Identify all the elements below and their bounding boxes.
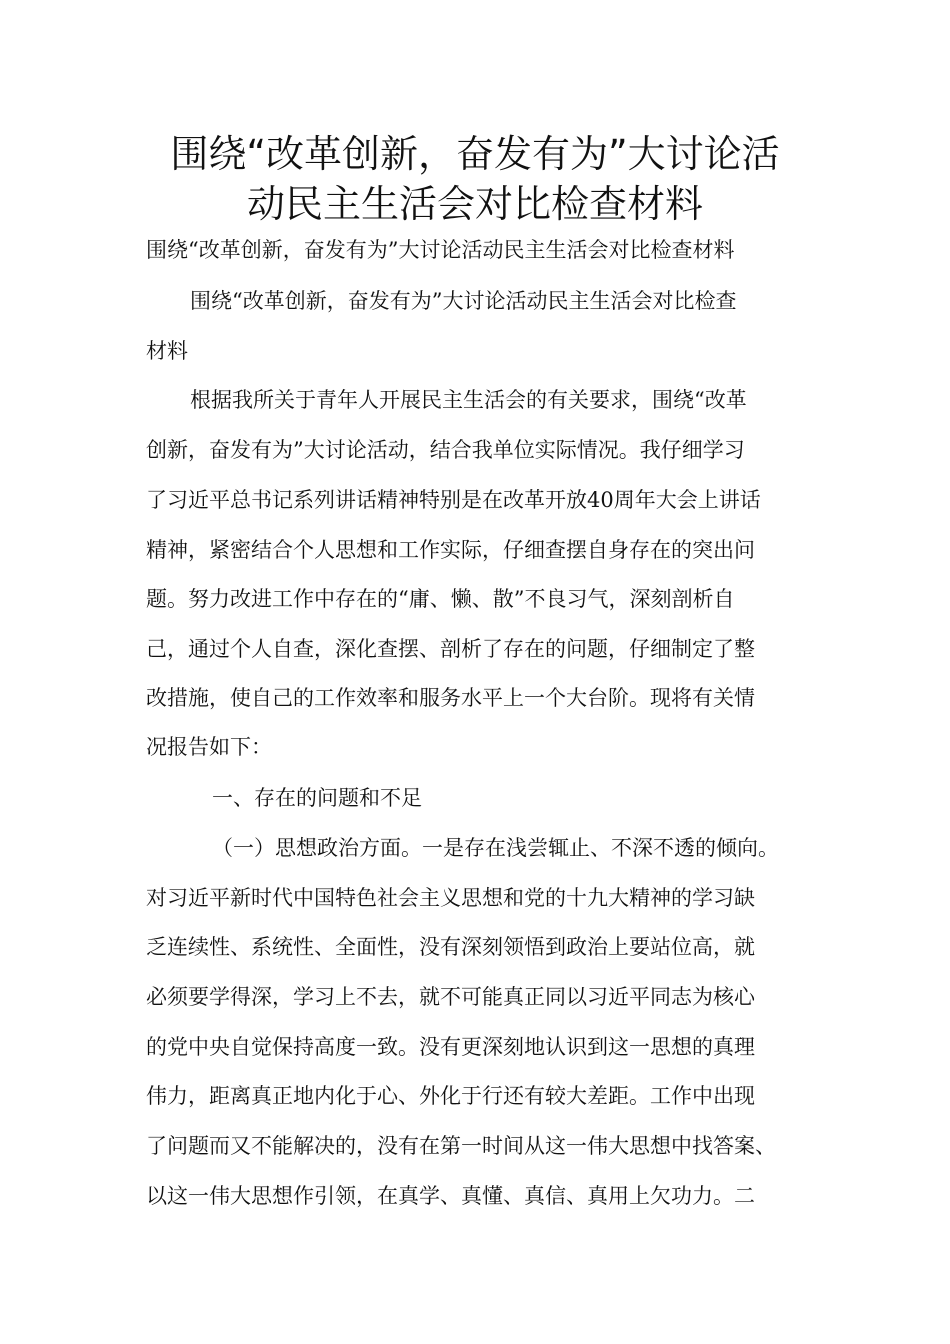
- paragraph-line: 以这一伟大思想作引领，在真学、真懂、真信、真用上欠功力。二: [146, 1184, 755, 1208]
- paragraph-line: 改措施，使自己的工作效率和服务水平上一个大台阶。现将有关情: [146, 686, 755, 710]
- paragraph-line: 伟力，距离真正地内化于心、外化于行还有较大差距。工作中出现: [146, 1084, 755, 1108]
- paragraph-line: 材料: [146, 339, 188, 363]
- paragraph-line: 的党中央自觉保持高度一致。没有更深刻地认识到这一思想的真理: [146, 1035, 755, 1059]
- paragraph-line: 了习近平总书记系列讲话精神特别是在改革开放40周年大会上讲话: [146, 488, 761, 512]
- paragraph-line: 围绕“改革创新，奋发有为”大讨论活动民主生活会对比检查: [190, 289, 737, 313]
- paragraph-line: 必须要学得深，学习上不去，就不可能真正同以习近平同志为核心: [146, 985, 755, 1009]
- paragraph-line: 题。努力改进工作中存在的“庸、懒、散”不良习气，深刻剖析自: [146, 587, 735, 611]
- paragraph-line: （一）思想政治方面。一是存在浅尝辄止、不深不透的倾向。: [212, 836, 779, 860]
- paragraph-line: 己，通过个人自查，深化查摆、剖析了存在的问题，仔细制定了整: [146, 637, 755, 661]
- paragraph-line: 乏连续性、系统性、全面性，没有深刻领悟到政治上要站位高，就: [146, 935, 755, 959]
- section-heading: 一、存在的问题和不足: [212, 786, 422, 810]
- document-title-line-1: 围绕“改革创新，奋发有为”大讨论活: [170, 132, 780, 176]
- paragraph-line: 创新，奋发有为”大讨论活动，结合我单位实际情况。我仔细学习: [146, 438, 745, 462]
- paragraph-line: 精神，紧密结合个人思想和工作实际，仔细查摆自身存在的突出问: [146, 538, 755, 562]
- paragraph-line: 根据我所关于青年人开展民主生活会的有关要求，围绕“改革: [190, 388, 747, 412]
- paragraph-line: 了问题而又不能解决的，没有在第一时间从这一伟大思想中找答案、: [146, 1134, 776, 1158]
- paragraph-line: 况报告如下：: [146, 735, 272, 759]
- document-title-line-2: 动民主生活会对比检查材料: [246, 182, 703, 226]
- document-subtitle: 围绕“改革创新，奋发有为”大讨论活动民主生活会对比检查材料: [146, 238, 735, 262]
- paragraph-line: 对习近平新时代中国特色社会主义思想和党的十九大精神的学习缺: [146, 886, 755, 910]
